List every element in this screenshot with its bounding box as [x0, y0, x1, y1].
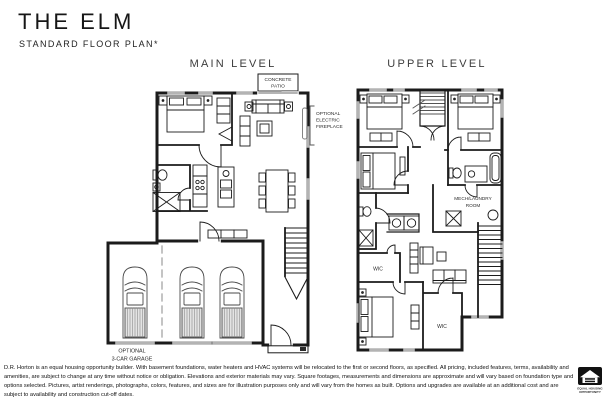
patio-door [259, 91, 297, 93]
stair-opening [413, 90, 445, 126]
upper-bedroom3-furniture [361, 153, 405, 189]
washer-dryer [389, 216, 419, 230]
loft-furniture [410, 243, 466, 283]
upper-level-floor-plan [353, 83, 505, 355]
upper-main-bath-fixtures [449, 153, 501, 183]
wic-left-label: WIC [373, 266, 383, 273]
wic-right-label: WIC [437, 324, 447, 330]
fireplace-callout-bracket [310, 106, 314, 145]
upper-stairs [478, 226, 502, 285]
fireplace-label-line2: ELECTRIC [316, 118, 340, 124]
fireplace-label-line3: FIREPLACE [316, 125, 343, 130]
main-stairs [285, 228, 308, 299]
main-level-label: MAIN LEVEL [189, 58, 277, 70]
upper-level-label: UPPER LEVEL [387, 58, 487, 70]
living-room-furniture [240, 100, 293, 146]
patio-label-line1: CONCRETE [264, 78, 292, 83]
mech-laundry-label-line1: MECH/LAUNDRY [454, 196, 492, 201]
upper-bedroom4-furniture [359, 289, 419, 345]
eho-text-line1: EQUAL HOUSING [577, 386, 603, 391]
eho-text-line2: OPPORTUNITY [579, 390, 601, 394]
upper-bedroom2-furniture [451, 94, 500, 141]
main-level-floor-plan [103, 70, 351, 362]
page-subtitle: STANDARD FLOOR PLAN* [19, 39, 159, 49]
kitchen-furniture [193, 165, 234, 207]
front-porch [268, 346, 308, 353]
mudroom-bench [208, 230, 247, 238]
upper-door-swings [376, 126, 477, 294]
mech-equipment [446, 210, 498, 226]
page-title: THE ELM [18, 9, 135, 34]
fireplace-label-line1: OPTIONAL [316, 112, 341, 117]
upper-hall-bath-fixtures [359, 207, 373, 246]
garage-label-line1: OPTIONAL [118, 348, 146, 355]
equal-housing-opportunity-logo [577, 367, 603, 395]
main-exterior-walls [108, 93, 308, 345]
garage-label-line2: 3-CAR GARAGE [111, 356, 153, 362]
legal-disclaimer: D.R. Horton is an equal housing opportunity builder. With basement foundations, water heaters and HVAC systems will be relocated to the first or second floors, as specified. All pricing, included features, terms, availability and amenities, are subject to change at any time without notice or obligation. Elevations and exterior materials may vary. Square footages, measurements and dimensions are approximate and will vary based on foundation type and options selected. Pictures, artist renderings, photographs, colors, features, and sizes are for illustration purposes only and will vary from the homes as built. Options and upgrades are available at an additional cost and are subject to availability and construction cut-off dates. [4, 365, 574, 399]
main-windows [117, 93, 308, 343]
patio-label-line2: PATIO [271, 84, 285, 90]
mech-laundry-label-line2: ROOM [465, 203, 481, 208]
upper-bedroom1-furniture [360, 94, 409, 141]
main-bedroom-furniture [159, 96, 232, 141]
dining-furniture [259, 170, 295, 212]
garage-cars [123, 267, 244, 338]
